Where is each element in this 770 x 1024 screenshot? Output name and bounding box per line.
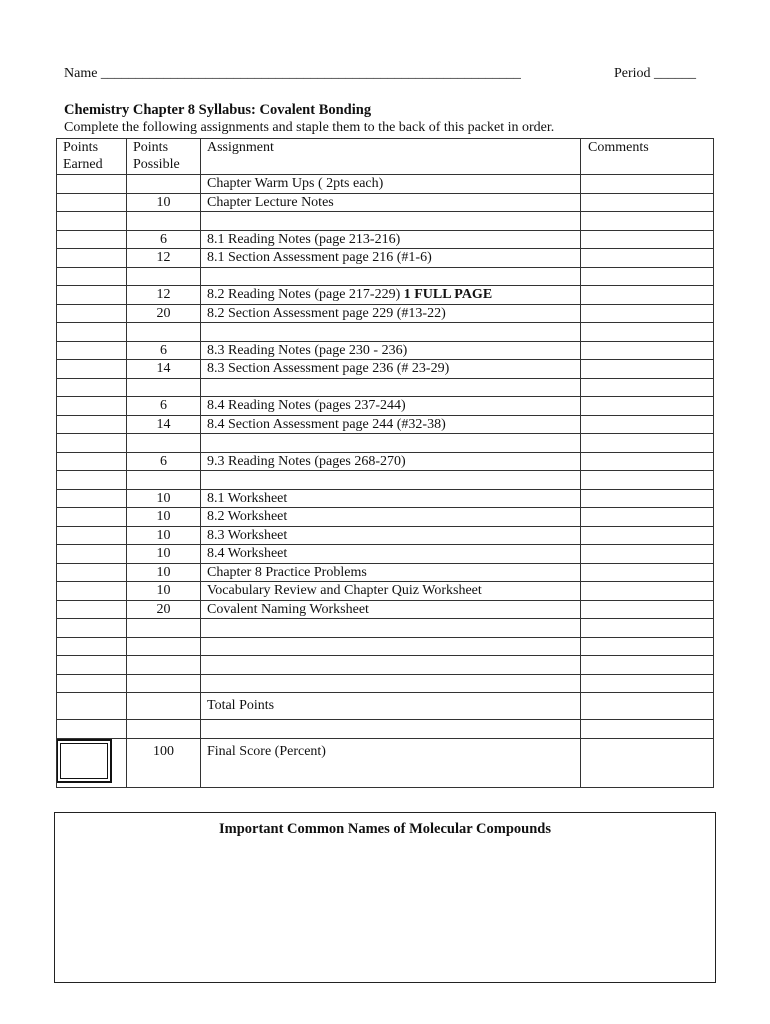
assignment-cell <box>201 600 581 619</box>
points-possible-cell <box>127 637 201 656</box>
header-points-earned: Points Earned <box>57 139 127 175</box>
points-earned-cell[interactable] <box>57 582 127 601</box>
points-possible-value: 10 <box>156 546 171 561</box>
assignment-row <box>57 249 714 268</box>
points-possible-cell <box>127 600 201 619</box>
assignment-cell <box>201 582 581 601</box>
assignment-row <box>57 489 714 508</box>
assignment-row <box>57 545 714 564</box>
comments-cell[interactable] <box>581 674 714 693</box>
comments-cell[interactable] <box>581 600 714 619</box>
comments-cell[interactable] <box>581 230 714 249</box>
points-earned-cell[interactable] <box>57 249 127 268</box>
assignment-label: Chapter 8 Practice Problems <box>207 564 367 580</box>
points-possible-cell <box>127 720 201 739</box>
points-earned-cell[interactable] <box>57 720 127 739</box>
points-earned-cell[interactable] <box>57 563 127 582</box>
total-comments-cell[interactable] <box>581 693 714 720</box>
points-possible-cell <box>127 304 201 323</box>
blank-row <box>57 720 714 739</box>
name-field[interactable]: Name ____________________________________________________________ <box>64 66 521 81</box>
comments-cell[interactable] <box>581 341 714 360</box>
comments-cell[interactable] <box>581 452 714 471</box>
points-earned-cell[interactable] <box>57 267 127 286</box>
comments-cell[interactable] <box>581 193 714 212</box>
assignment-table <box>56 138 714 788</box>
assignment-cell <box>201 545 581 564</box>
assignment-row <box>57 452 714 471</box>
final-score-cell <box>57 738 127 787</box>
assignment-cell <box>201 452 581 471</box>
comments-cell[interactable] <box>581 471 714 490</box>
period-field[interactable]: Period ______ <box>613 66 696 81</box>
syllabus-title: Chemistry Chapter 8 Syllabus: Covalent Bonding <box>64 102 372 118</box>
assignment-label: 9.3 Reading Notes (pages 268-270) <box>207 453 406 469</box>
assignment-row <box>57 582 714 601</box>
assignment-cell <box>201 249 581 268</box>
points-earned-cell[interactable] <box>57 304 127 323</box>
assignment-label: 8.4 Section Assessment page 244 (#32-38) <box>207 416 446 432</box>
points-earned-cell[interactable] <box>57 175 127 194</box>
assignment-cell <box>201 286 581 305</box>
assignment-row <box>57 526 714 545</box>
points-possible-cell <box>127 545 201 564</box>
assignment-row <box>57 193 714 212</box>
points-earned-cell[interactable] <box>57 193 127 212</box>
points-earned-cell[interactable] <box>57 397 127 416</box>
blank-row <box>57 267 714 286</box>
assignment-row <box>57 286 714 305</box>
assignment-cell <box>201 508 581 527</box>
assignment-cell <box>201 304 581 323</box>
points-earned-cell[interactable] <box>57 637 127 656</box>
points-earned-cell[interactable] <box>57 212 127 231</box>
assignment-cell <box>201 267 581 286</box>
total-possible-cell <box>127 693 201 720</box>
assignment-row <box>57 175 714 194</box>
points-possible-value: 12 <box>156 287 171 302</box>
assignment-cell <box>201 341 581 360</box>
assignment-emphasis: 1 FULL PAGE <box>403 287 493 302</box>
comments-cell[interactable] <box>581 212 714 231</box>
final-points-cell <box>127 738 201 787</box>
points-earned-cell[interactable] <box>57 600 127 619</box>
blank-row <box>57 674 714 693</box>
points-possible-cell <box>127 471 201 490</box>
assignment-cell <box>201 230 581 249</box>
comments-cell[interactable] <box>581 378 714 397</box>
final-score-label: Final Score (Percent) <box>201 738 581 787</box>
points-possible-value: 20 <box>156 601 171 617</box>
comments-cell[interactable] <box>581 720 714 739</box>
points-possible-value: 6 <box>160 231 167 247</box>
assignment-label: 8.2 Reading Notes (page 217-229) <box>207 287 401 302</box>
assignment-label: 8.1 Reading Notes (page 213-216) <box>207 231 401 247</box>
comments-cell[interactable] <box>581 397 714 416</box>
header-line <box>64 66 696 84</box>
points-possible-cell <box>127 489 201 508</box>
header-points-possible: Points Possible <box>127 139 201 175</box>
blank-row <box>57 323 714 342</box>
points-possible-cell <box>127 341 201 360</box>
points-possible-cell <box>127 175 201 194</box>
comments-cell[interactable] <box>581 619 714 638</box>
points-earned-cell[interactable] <box>57 471 127 490</box>
assignment-cell <box>201 397 581 416</box>
assignment-row <box>57 397 714 416</box>
assignment-row <box>57 415 714 434</box>
assignment-label: 8.1 Worksheet <box>207 490 288 506</box>
points-possible-value: 10 <box>156 194 171 210</box>
assignment-row <box>57 304 714 323</box>
common-names-box <box>54 812 716 983</box>
points-possible-value: 10 <box>156 527 171 543</box>
blank-row <box>57 637 714 656</box>
comments-cell[interactable] <box>581 656 714 675</box>
points-possible-cell <box>127 397 201 416</box>
assignment-row <box>57 600 714 619</box>
points-possible-value: 14 <box>156 416 171 432</box>
points-earned-cell[interactable] <box>57 526 127 545</box>
comments-cell[interactable] <box>581 489 714 508</box>
blank-row <box>57 212 714 231</box>
blank-row <box>57 656 714 675</box>
blank-row <box>57 619 714 638</box>
points-earned-cell[interactable] <box>57 545 127 564</box>
comments-cell[interactable] <box>581 175 714 194</box>
points-earned-cell[interactable] <box>57 323 127 342</box>
points-possible-value: 10 <box>156 509 171 524</box>
points-earned-cell[interactable] <box>57 656 127 675</box>
assignment-label: 8.2 Worksheet <box>207 509 288 524</box>
assignment-cell <box>201 360 581 379</box>
points-earned-cell[interactable] <box>57 360 127 379</box>
points-possible-value: 10 <box>156 564 171 580</box>
total-points-label: Total Points <box>201 693 581 720</box>
total-points-row <box>57 693 714 720</box>
comments-cell[interactable] <box>581 360 714 379</box>
assignment-row <box>57 508 714 527</box>
final-score-row <box>57 738 714 787</box>
points-possible-cell <box>127 619 201 638</box>
assignment-label: Chapter Lecture Notes <box>207 194 334 210</box>
points-possible-cell <box>127 526 201 545</box>
comments-cell[interactable] <box>581 637 714 656</box>
assignment-cell <box>201 619 581 638</box>
points-possible-value: 20 <box>156 305 171 321</box>
points-possible-cell <box>127 415 201 434</box>
table-header-row <box>57 139 714 175</box>
points-possible-cell <box>127 286 201 305</box>
final-comments-cell[interactable] <box>581 738 714 787</box>
points-possible-cell <box>127 508 201 527</box>
points-possible-value: 14 <box>156 361 171 376</box>
assignment-cell <box>201 193 581 212</box>
points-possible-cell <box>127 212 201 231</box>
comments-cell[interactable] <box>581 582 714 601</box>
assignment-label: Vocabulary Review and Chapter Quiz Worksheet <box>207 583 482 598</box>
assignment-row <box>57 230 714 249</box>
assignment-row <box>57 360 714 379</box>
points-possible-value: 12 <box>156 250 171 265</box>
points-possible-value: 6 <box>160 398 167 413</box>
comments-cell[interactable] <box>581 415 714 434</box>
comments-cell[interactable] <box>581 508 714 527</box>
final-points-value: 100 <box>153 743 174 759</box>
points-earned-cell[interactable] <box>57 378 127 397</box>
blank-row <box>57 471 714 490</box>
assignment-cell <box>201 720 581 739</box>
points-possible-cell <box>127 323 201 342</box>
points-earned-cell[interactable] <box>57 341 127 360</box>
comments-cell[interactable] <box>581 526 714 545</box>
assignment-cell <box>201 656 581 675</box>
points-possible-cell <box>127 563 201 582</box>
blank-row <box>57 378 714 397</box>
points-possible-cell <box>127 267 201 286</box>
points-possible-cell <box>127 193 201 212</box>
comments-cell[interactable] <box>581 323 714 342</box>
comments-cell[interactable] <box>581 249 714 268</box>
assignment-label: Covalent Naming Worksheet <box>207 601 369 617</box>
header-comments: Comments <box>581 139 714 175</box>
points-possible-cell <box>127 249 201 268</box>
points-earned-cell[interactable] <box>57 434 127 453</box>
comments-cell[interactable] <box>581 286 714 305</box>
comments-cell[interactable] <box>581 545 714 564</box>
points-earned-cell[interactable] <box>57 674 127 693</box>
comments-cell[interactable] <box>581 304 714 323</box>
assignment-label: 8.3 Section Assessment page 236 (# 23-29) <box>207 361 450 376</box>
comments-cell[interactable] <box>581 563 714 582</box>
assignment-cell <box>201 637 581 656</box>
assignment-cell <box>201 323 581 342</box>
final-score-box[interactable] <box>57 740 111 782</box>
points-possible-cell <box>127 378 201 397</box>
points-possible-value: 6 <box>160 342 167 358</box>
assignment-cell <box>201 378 581 397</box>
common-names-title: Important Common Names of Molecular Compounds <box>218 821 552 837</box>
points-possible-value: 10 <box>156 490 171 506</box>
points-possible-cell <box>127 434 201 453</box>
blank-row <box>57 434 714 453</box>
header-assignment: Assignment <box>201 139 581 175</box>
points-possible-cell <box>127 230 201 249</box>
assignment-cell <box>201 563 581 582</box>
assignment-label: 8.3 Reading Notes (page 230 - 236) <box>207 342 408 358</box>
points-possible-value: 10 <box>156 583 171 598</box>
points-possible-cell <box>127 674 201 693</box>
assignment-cell <box>201 674 581 693</box>
assignment-cell <box>201 526 581 545</box>
assignment-cell <box>201 212 581 231</box>
assignment-cell <box>201 471 581 490</box>
assignment-row <box>57 563 714 582</box>
points-earned-cell[interactable] <box>57 415 127 434</box>
points-possible-cell <box>127 582 201 601</box>
comments-cell[interactable] <box>581 267 714 286</box>
assignment-label: 8.2 Section Assessment page 229 (#13-22) <box>207 305 446 321</box>
instructions-text: Complete the following assignments and staple them to the back of this packet in order. <box>64 120 555 135</box>
points-earned-cell[interactable] <box>57 286 127 305</box>
points-earned-cell[interactable] <box>57 508 127 527</box>
points-possible-value: 6 <box>160 453 167 469</box>
points-earned-cell[interactable] <box>57 619 127 638</box>
assignment-row <box>57 341 714 360</box>
points-earned-cell[interactable] <box>57 489 127 508</box>
assignment-label: 8.4 Worksheet <box>207 546 288 561</box>
assignment-label: 8.3 Worksheet <box>207 527 288 543</box>
points-possible-cell <box>127 360 201 379</box>
points-earned-cell[interactable] <box>57 452 127 471</box>
points-possible-cell <box>127 452 201 471</box>
assignment-cell <box>201 489 581 508</box>
assignment-label: 8.4 Reading Notes (pages 237-244) <box>207 398 406 413</box>
comments-cell[interactable] <box>581 434 714 453</box>
points-possible-cell <box>127 656 201 675</box>
assignment-cell <box>201 415 581 434</box>
total-earned-cell[interactable] <box>57 693 127 720</box>
points-earned-cell[interactable] <box>57 230 127 249</box>
assignment-label: Chapter Warm Ups ( 2pts each) <box>207 176 384 191</box>
assignment-cell <box>201 175 581 194</box>
assignment-cell <box>201 434 581 453</box>
assignment-label: 8.1 Section Assessment page 216 (#1-6) <box>207 250 432 265</box>
